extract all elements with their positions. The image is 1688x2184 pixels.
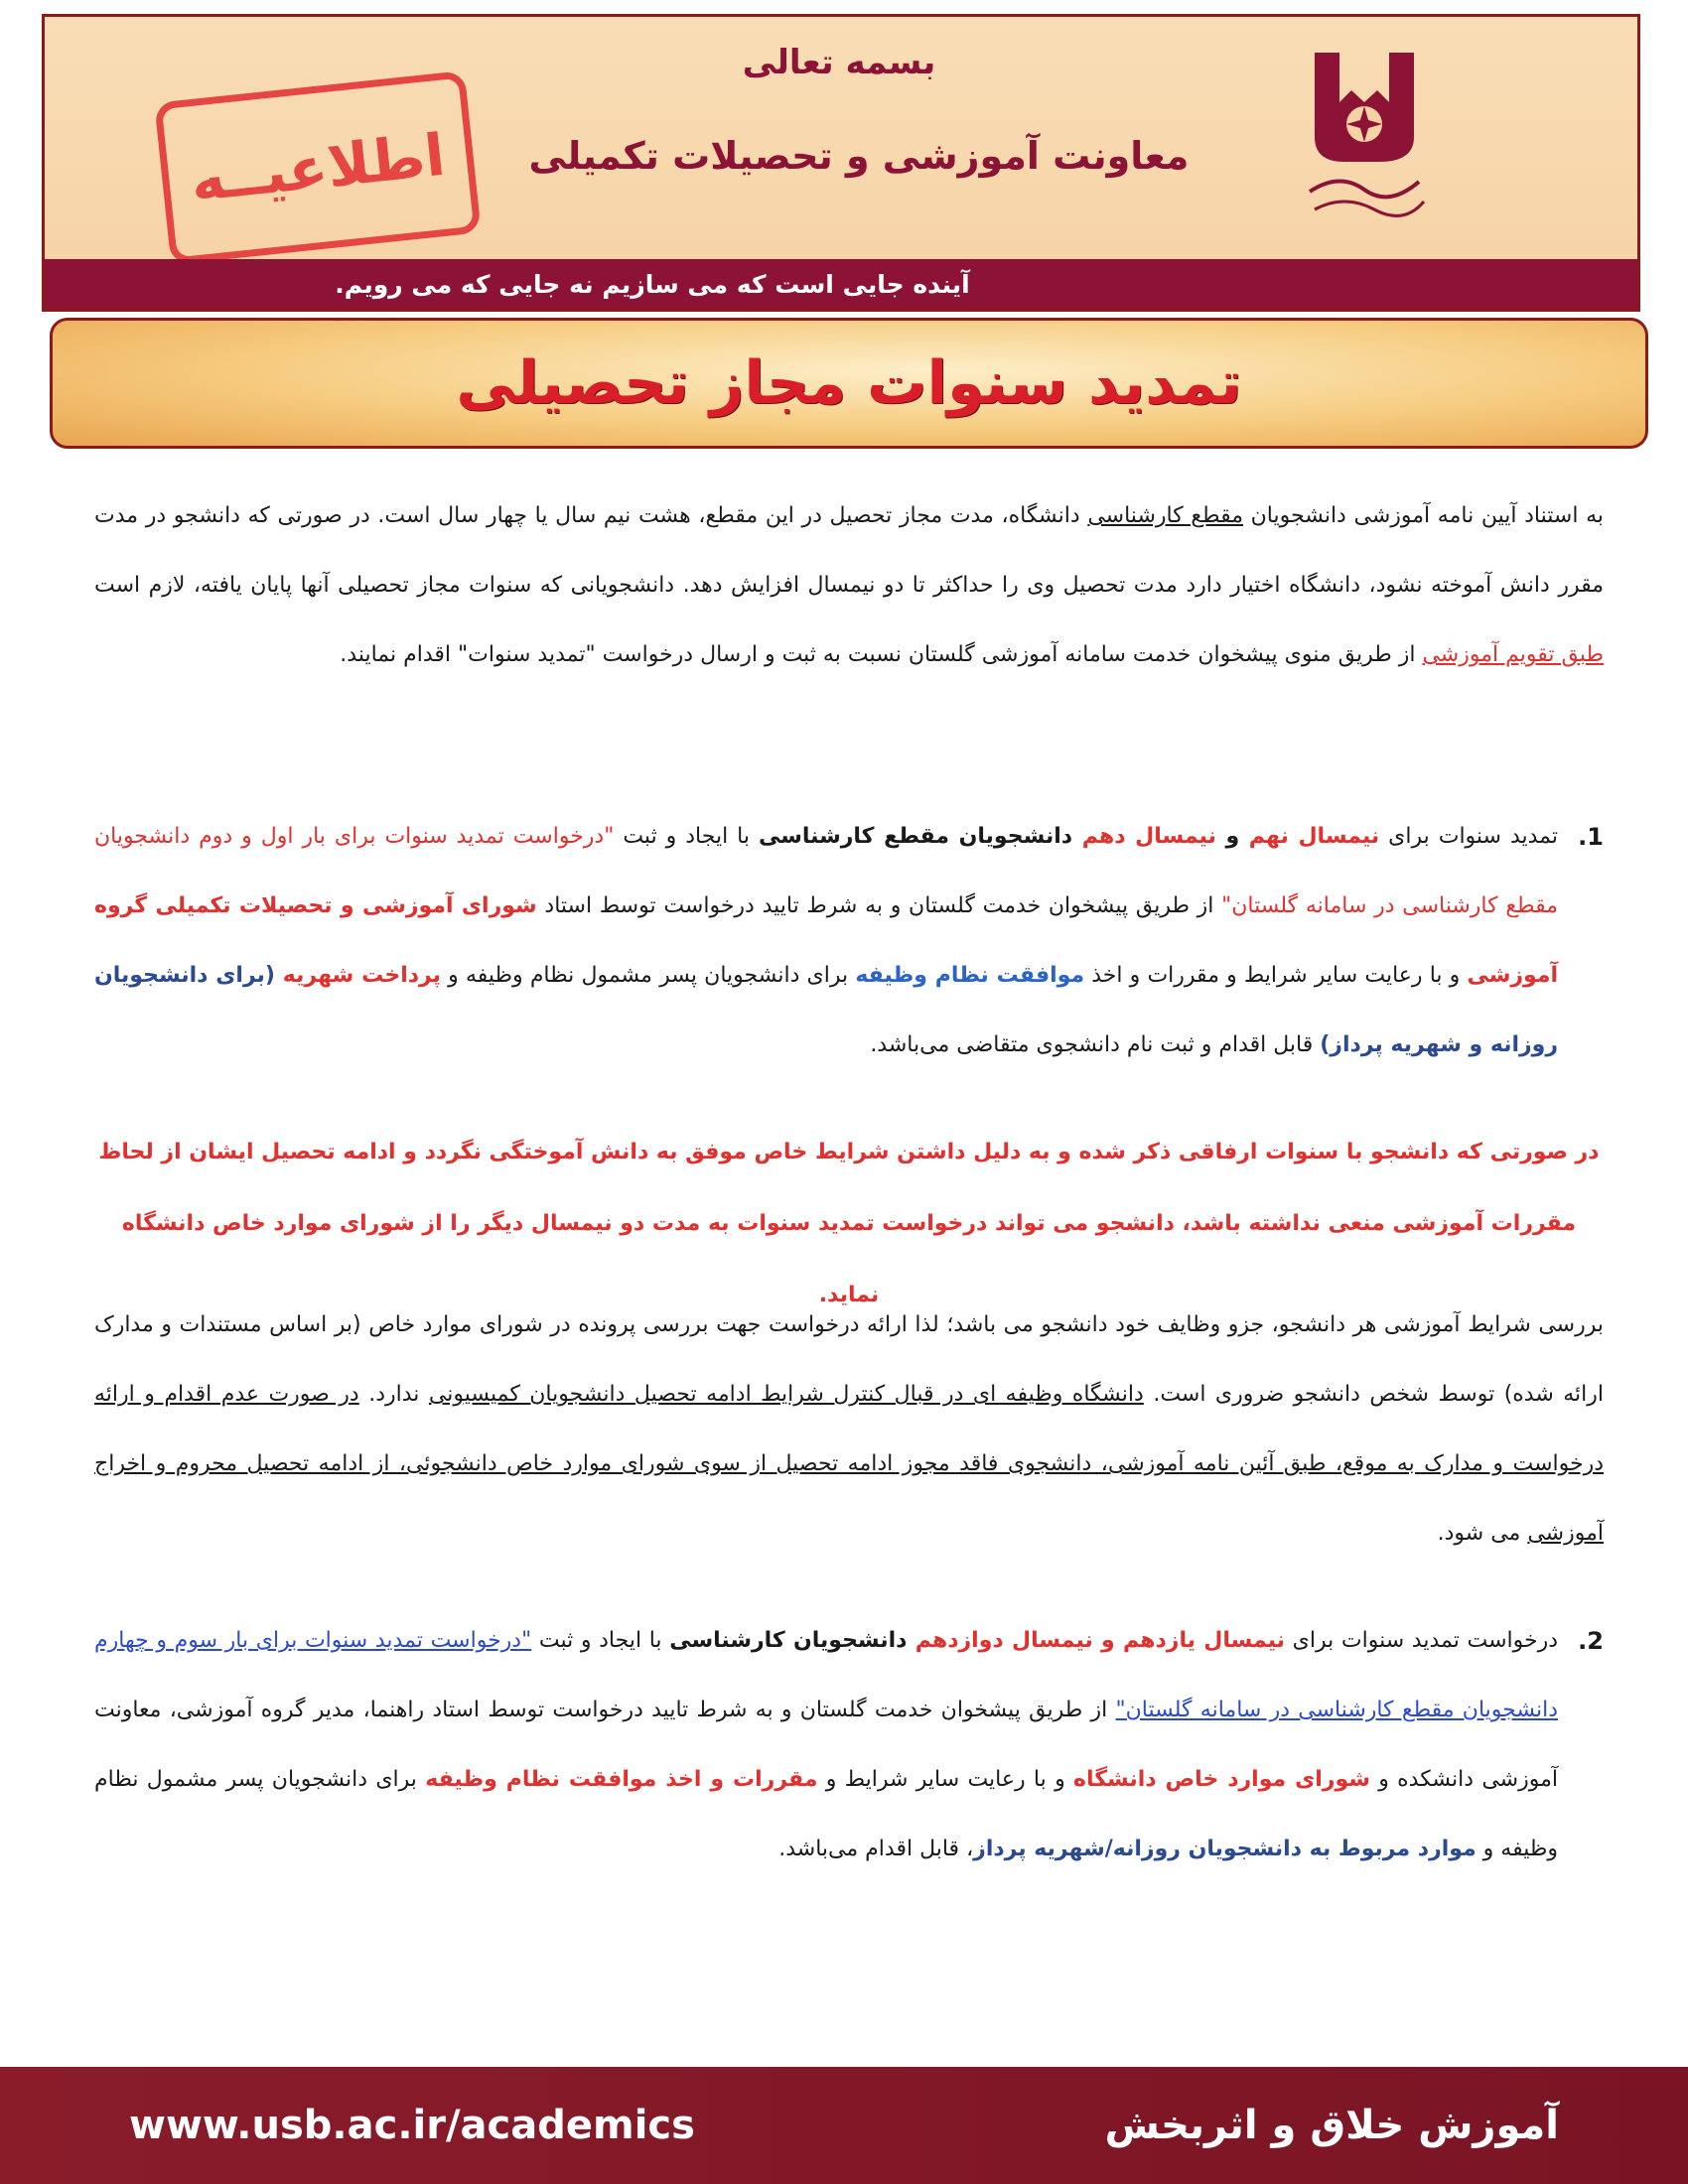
- office-title: معاونت آموزشی و تحصیلات تکمیلی: [528, 134, 1190, 178]
- item-2-text: [94, 1606, 1558, 1884]
- item-2-section: [94, 1606, 1604, 1884]
- motto-bar: [45, 259, 1637, 309]
- review-part: دانشگاه وظیفه ای در قبال کنترل شرایط ادامه تحصیل دانشجویان کمیسیونی: [428, 1382, 1144, 1407]
- footer-website-link[interactable]: www.usb.ac.ir/academics: [129, 2103, 695, 2148]
- item-1-part: موافقت نظام وظیفه: [855, 963, 1085, 988]
- item-2-part: مقررات و اخذ موافقت نظام وظیفه: [425, 1767, 818, 1792]
- title-banner: [50, 318, 1648, 449]
- review-part: ندارد.: [358, 1382, 429, 1407]
- item-1-part: شورای آموزشی و تحصیلات تکمیلی گروه آموزشی: [94, 893, 1558, 988]
- review-paragraph: [94, 1291, 1604, 1569]
- item-1-text: [94, 802, 1558, 1080]
- item-1-part: با ایجاد و ثبت: [614, 824, 759, 849]
- item-1-part: دانشجویان مقطع کارشناسی: [758, 824, 1082, 849]
- footer-slogan: آموزش خلاق و اثربخش: [1104, 2103, 1559, 2148]
- item-2-part: از طریق پیشخوان خدمت گلستان و به شرط تایید درخواست توسط استاد راهنما، مدیر گروه آموزشی، معاونت آموزشی دانشکده و: [94, 1698, 1558, 1792]
- item-1-part: نیمسال دهم: [1081, 824, 1216, 849]
- page-title: تمدید سنوات مجاز تحصیلی: [456, 348, 1242, 418]
- golestan-request-link[interactable]: "درخواست تمدید سنوات برای بار سوم و چهارم دانشجویان مقطع کارشناسی در سامانه گلستان": [94, 1628, 1558, 1722]
- item-2-part: درخواست تمدید سنوات برای: [1285, 1628, 1559, 1653]
- intro-text-2: مقطع کارشناسی: [1087, 503, 1243, 528]
- item-1-number: 1.: [1578, 823, 1604, 851]
- item-2-part: موارد مربوط به دانشجویان روزانه/شهریه پرداز: [973, 1837, 1477, 1861]
- item-1-part: برای دانشجویان پسر مشمول نظام وظیفه و: [441, 963, 856, 988]
- review-part: بررسی شرایط آموزشی هر دانشجو، جزو وظایف خود دانشجو می باشد؛ لذا ارائه درخواست جهت بررسی پرونده در شورای موارد خاص (بر اساس مستندات و مدارک ارائه شده) توسط شخص دانشجو ضروری است.: [94, 1312, 1605, 1407]
- intro-text-5: از طریق منوی پیشخوان خدمت سامانه آموزشی گلستان نسبت به ثبت و ارسال درخواست "تمدید سنوات" اقدام نمایند.: [340, 642, 1423, 667]
- review-part: در صورت عدم اقدام و ارائه درخواست و مدارک به موقع، طبق آئین نامه آموزشی، دانشجوی فاقد مجوز ادامه تحصیل از سوی شورای موارد خاص دانشجوئی، از ادامه تحصیل محروم و اخراج آموزشی: [94, 1382, 1604, 1546]
- intro-text-1: به استناد آیین نامه آموزشی دانشجویان: [1243, 503, 1605, 528]
- footer-bar: [0, 2067, 1688, 2184]
- intro-section: [94, 481, 1604, 690]
- intro-paragraph: [94, 481, 1604, 690]
- besme-text: بسمه تعالی: [742, 43, 936, 82]
- list-item-1: [94, 802, 1604, 1080]
- item-1-part: و با رعایت سایر شرایط و مقررات و اخذ: [1084, 963, 1468, 988]
- item-1-part: "درخواست تمدید سنوات برای بار اول و دوم دانشجویان مقطع کارشناسی در سامانه گلستان": [94, 824, 1558, 918]
- item-1-part: قابل اقدام و ثبت نام دانشجوی متقاضی می‌باشد.: [870, 1032, 1321, 1057]
- motto-text: آینده جایی است که می سازیم نه جایی که می رویم.: [335, 269, 970, 299]
- item-1-section: [94, 802, 1604, 1080]
- note-text: در صورتی که دانشجو با سنوات ارفاقی ذکر شده و به دلیل داشتن شرایط خاص موفق به دانش آموختگی نگردد و ادامه تحصیل ایشان از لحاظ مقررات آموزشی منعی نداشته باشد، دانشجو می تواند درخواست تمدید سنوات به مدت دو نیمسال دیگر را از شورای موارد خاص دانشگاه نماید.: [98, 1140, 1600, 1307]
- item-2-part: و با رعایت سایر شرایط و: [817, 1767, 1074, 1792]
- announcement-stamp: [122, 65, 499, 263]
- list-item-2: [94, 1606, 1604, 1884]
- item-2-part: دانشجویان کارشناسی: [669, 1628, 915, 1653]
- item-1-part: از طریق پیشخوان خدمت گلستان و به شرط تایید درخواست توسط استاد: [536, 893, 1222, 918]
- item-1-part: نیمسال نهم: [1248, 824, 1380, 849]
- item-2-part: برای دانشجویان پسر مشمول نظام وظیفه و: [94, 1767, 1558, 1861]
- item-1-part: و: [1215, 824, 1249, 849]
- review-part: می شود.: [1437, 1521, 1528, 1546]
- item-1-part: (برای دانشجویان روزانه و شهریه پرداز): [94, 963, 1558, 1057]
- item-1-part: تمدید سنوات برای: [1379, 824, 1559, 849]
- intro-text-3: دانشگاه، مدت مجاز تحصیل در این مقطع، هشت نیم سال یا چهار سال است. در صورتی که دانشجو در مدت مقرر دانش آموخته نشود، دانشگاه اختیار دارد مدت تحصیل وی را حداکثر تا دو نیمسال افزایش دهد. دانشجویانی که سنوات مجاز تحصیلی آنها پایان یافته، لازم است: [94, 503, 1604, 598]
- item-2-part: با ایجاد و ثبت: [531, 1628, 670, 1653]
- university-logo: [1290, 43, 1439, 241]
- review-section: [94, 1291, 1604, 1569]
- stamp-text: اطلاعیــه: [154, 70, 481, 265]
- item-2-part: شورای موارد خاص دانشگاه: [1073, 1767, 1370, 1792]
- item-2-part: ، قابل اقدام می‌باشد.: [778, 1837, 974, 1861]
- intro-text-4: طبق تقویم آموزشی: [1422, 642, 1604, 667]
- item-1-part: پرداخت شهریه: [282, 963, 441, 988]
- header-box: [42, 14, 1640, 312]
- item-2-number: 2.: [1578, 1627, 1604, 1655]
- item-2-part: نیمسال یازدهم و نیمسال دوازدهم: [914, 1628, 1286, 1653]
